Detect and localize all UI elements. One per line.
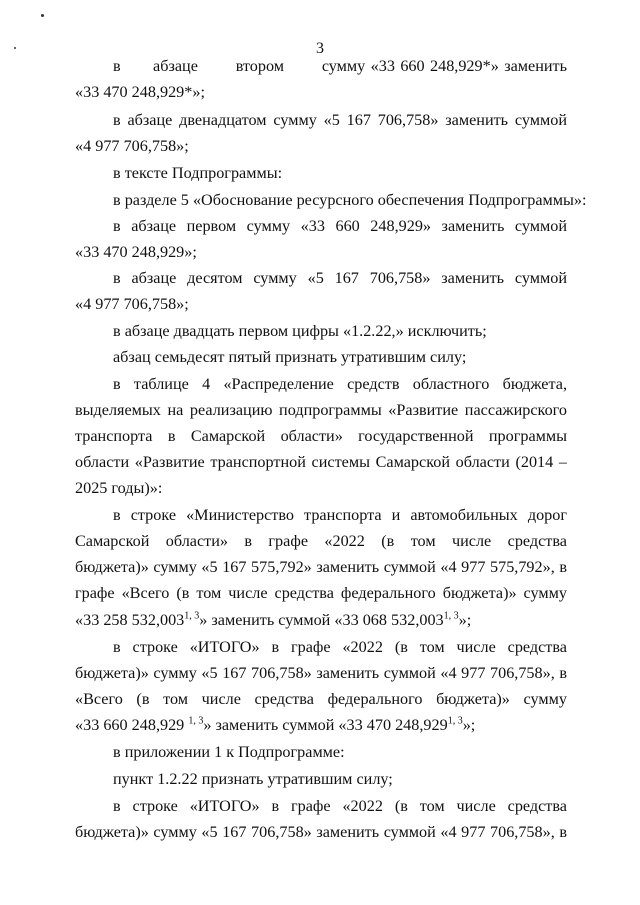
text-line: выделяемых на реализацию подпрограммы «Развитие пассажирского (75, 401, 567, 419)
text-fragment: «33 258 532,003 (75, 611, 185, 629)
text-line: в строке «ИТОГО» в графе «2022 (в том числе средства (113, 638, 567, 656)
text-line: Самарской области» в графе «2022 (в том числе средства (75, 532, 567, 550)
text-fragment: »; (458, 611, 472, 629)
text-line (75, 715, 567, 735)
text-line: в абзаце втором сумму «33 660 248,929*» заменить (113, 57, 567, 75)
text-line: в абзаце десятом сумму «5 167 706,758» заменить суммой (113, 269, 567, 287)
footnote-ref: 1, 3 (184, 610, 200, 622)
text-fragment: »; (462, 716, 476, 734)
text-line: бюджета)» сумму «5 167 706,758» заменить суммой «4 977 706,758», в (75, 823, 567, 841)
text-fragment: » заменить суммой «33 470 248,929 (203, 716, 448, 734)
text-line: в абзаце двадцать первом цифры «1.2.22,» исключить; (113, 322, 487, 340)
footnote-ref: 1, 3 (443, 610, 459, 622)
text-line: в строке «ИТОГО» в графе «2022 (в том числе средства (113, 797, 567, 815)
text-line: «4 977 706,758»; (75, 295, 189, 313)
text-line: в приложении 1 к Подпрограмме: (113, 743, 345, 761)
text-fragment: » заменить суммой «33 068 532,003 (199, 611, 444, 629)
text-line: абзац семьдесят пятый признать утратившим силу; (113, 348, 467, 366)
text-line: «Всего (в том числе средства федерального бюджета)» сумму (75, 690, 567, 708)
text-line (75, 610, 567, 630)
text-line: пункт 1.2.22 признать утратившим силу; (113, 770, 393, 788)
text-line: графе «Всего (в том числе средства федерального бюджета)» сумму (75, 584, 567, 602)
text-line: в таблице 4 «Распределение средств областного бюджета, (113, 375, 567, 393)
footnote-ref: 1, 3 (447, 715, 463, 727)
scan-speck (14, 47, 16, 49)
text-line: в абзаце двенадцатом сумму «5 167 706,758» заменить суммой (113, 111, 567, 129)
text-line: в разделе 5 «Обоснование ресурсного обеспечения Подпрограммы»: (113, 191, 587, 209)
text-line: бюджета)» сумму «5 167 706,758» заменить суммой «4 977 706,758», в (75, 664, 567, 682)
footnote-ref: 1, 3 (188, 715, 204, 727)
text-line: в тексте Подпрограммы: (113, 164, 283, 182)
page-number: 3 (316, 40, 324, 57)
text-line: в строке «Министерство транспорта и автомобильных дорог (113, 506, 567, 524)
scan-speck (41, 14, 44, 17)
text-line: «4 977 706,758»; (75, 137, 189, 155)
text-line: «33 470 248,929*»; (75, 83, 205, 101)
text-line: области «Развитие транспортной системы Самарской области (2014 – (75, 453, 567, 471)
text-line: транспорта в Самарской области» государственной программы (75, 427, 567, 445)
text-line: в абзаце первом сумму «33 660 248,929» заменить суммой (113, 217, 567, 235)
text-line: 2025 годы)»: (75, 479, 163, 497)
text-line: «33 470 248,929»; (75, 243, 197, 261)
text-line: бюджета)» сумму «5 167 575,792» заменить суммой «4 977 575,792», в (75, 558, 567, 576)
text-fragment: «33 660 248,929 (75, 716, 189, 734)
